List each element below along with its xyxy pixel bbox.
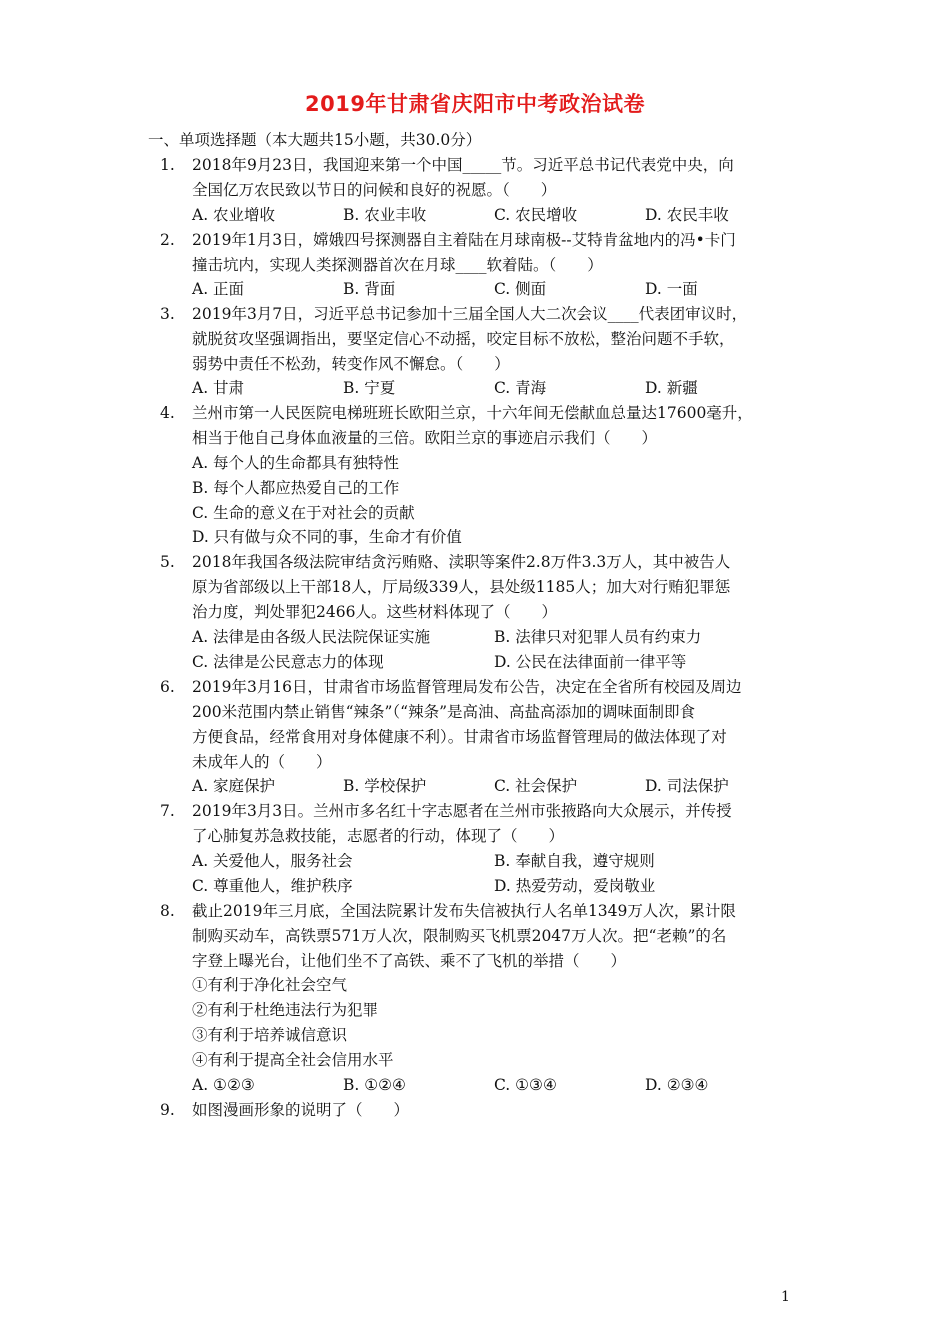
- question-text: 2019年3月16日，甘肃省市场监督管理局发布公告，决定在全省所有校园及周边: [192, 678, 742, 696]
- statement-item: ②有利于杜绝违法行为犯罪: [192, 1001, 379, 1019]
- option-a: A. 农业增收: [192, 206, 276, 224]
- option-b: B. ①②④: [343, 1076, 406, 1094]
- option-d: D. 司法保护: [645, 777, 729, 795]
- option-a: A. 甘肃: [192, 379, 245, 397]
- question-text: 2019年3月7日，习近平总书记参加十三届全国人大二次会议____代表团审议时，: [192, 305, 748, 323]
- exam-title: 2019年甘肃省庆阳市中考政治试卷: [305, 92, 645, 116]
- question-number: 4.: [160, 404, 175, 422]
- question-text: 2019年1月3日，嫦娥四号探测器自主着陆在月球南极--艾特肯盆地内的冯•卡门: [192, 231, 736, 249]
- option-b: B. 农业丰收: [343, 206, 427, 224]
- question-number: 2.: [160, 231, 175, 249]
- option-b: B. 法律只对犯罪人员有约束力: [494, 628, 702, 646]
- question-number: 1.: [160, 156, 175, 174]
- question-text: 治力度，判处罪犯2466人。这些材料体现了（ ）: [192, 603, 557, 621]
- question-text: 了心肺复苏急救技能，志愿者的行动，体现了（ ）: [192, 827, 565, 845]
- option-c: C. 农民增收: [494, 206, 578, 224]
- option-c: C. 青海: [494, 379, 547, 397]
- question-text: 字登上曝光台，让他们坐不了高铁、乘不了飞机的举措（ ）: [192, 952, 627, 970]
- option-c: C. 侧面: [494, 280, 547, 298]
- option-a: A. 法律是由各级人民法院保证实施: [192, 628, 431, 646]
- statement-item: ④有利于提高全社会信用水平: [192, 1051, 394, 1069]
- option-a: A. ①②③: [192, 1076, 255, 1094]
- question-number: 5.: [160, 553, 175, 571]
- question-text: 截止2019年三月底，全国法院累计发布失信被执行人名单1349万人次，累计限: [192, 902, 736, 920]
- option-b: B. 宁夏: [343, 379, 396, 397]
- option-b: B. 学校保护: [343, 777, 427, 795]
- option-a: A. 每个人的生命都具有独特性: [192, 454, 400, 472]
- question-number: 6.: [160, 678, 175, 696]
- option-d: D. 一面: [645, 280, 698, 298]
- option-d: D. 公民在法律面前一律平等: [494, 653, 687, 671]
- option-c: C. 法律是公民意志力的体现: [192, 653, 384, 671]
- option-d: D. ②③④: [645, 1076, 709, 1094]
- option-c: C. 社会保护: [494, 777, 578, 795]
- option-c: C. 生命的意义在于对社会的贡献: [192, 504, 415, 522]
- section-heading: 一、单项选择题（本大题共15小题，共30.0分）: [148, 131, 482, 149]
- option-d: D. 热爱劳动，爱岗敬业: [494, 877, 656, 895]
- option-d: D. 只有做与众不同的事，生命才有价值: [192, 528, 462, 546]
- option-b: B. 背面: [343, 280, 396, 298]
- option-a: A. 正面: [192, 280, 245, 298]
- statement-item: ①有利于净化社会空气: [192, 976, 348, 994]
- question-number: 3.: [160, 305, 175, 323]
- question-text: 全国亿万农民致以节日的问候和良好的祝愿。（ ）: [192, 181, 557, 199]
- option-d: D. 新疆: [645, 379, 698, 397]
- option-a: A. 家庭保护: [192, 777, 276, 795]
- question-text: 相当于他自己身体血液量的三倍。欧阳兰京的事迹启示我们（ ）: [192, 429, 658, 447]
- option-c: C. 尊重他人，维护秩序: [192, 877, 353, 895]
- question-text: 2019年3月3日。兰州市多名红十字志愿者在兰州市张掖路向大众展示，并传授: [192, 802, 732, 820]
- question-number: 7.: [160, 802, 175, 820]
- question-text: 撞击坑内，实现人类探测器首次在月球____软着陆。（ ）: [192, 256, 603, 274]
- option-a: A. 关爱他人，服务社会: [192, 852, 353, 870]
- question-text: 200米范围内禁止销售“辣条”（“辣条”是高油、高盐高添加的调味面制即食: [192, 703, 696, 721]
- question-text: 就脱贫攻坚强调指出，要坚定信心不动摇，咬定目标不放松，整治问题不手软，: [192, 330, 735, 348]
- option-b: B. 奉献自我，遵守规则: [494, 852, 655, 870]
- question-text: 如图漫画形象的说明了（ ）: [192, 1101, 410, 1119]
- option-c: C. ①③④: [494, 1076, 557, 1094]
- question-text: 原为省部级以上干部18人，厅局级339人，县处级1185人；加大对行贿犯罪惩: [192, 578, 731, 596]
- question-text: 未成年人的（ ）: [192, 753, 332, 771]
- page-number: 1: [781, 1289, 790, 1305]
- option-b: B. 每个人都应热爱自己的工作: [192, 479, 400, 497]
- question-text: 2018年9月23日，我国迎来第一个中国_____节。习近平总书记代表党中央，向: [192, 156, 734, 174]
- question-text: 制购买动车，高铁票571万人次，限制购买飞机票2047万人次。把“老赖”的名: [192, 927, 727, 945]
- question-text: 弱势中责任不松劲，转变作风不懈怠。（ ）: [192, 355, 510, 373]
- question-number: 9.: [160, 1101, 175, 1119]
- option-d: D. 农民丰收: [645, 206, 729, 224]
- statement-item: ③有利于培养诚信意识: [192, 1026, 348, 1044]
- question-text: 兰州市第一人民医院电梯班班长欧阳兰京，十六年间无偿献血总量达17600毫升，: [192, 404, 753, 422]
- question-number: 8.: [160, 902, 175, 920]
- question-text: 2018年我国各级法院审结贪污贿赂、渎职等案件2.8万件3.3万人，其中被告人: [192, 553, 731, 571]
- question-text: 方便食品，经常食用对身体健康不利）。甘肃省市场监督管理局的做法体现了对: [192, 728, 727, 746]
